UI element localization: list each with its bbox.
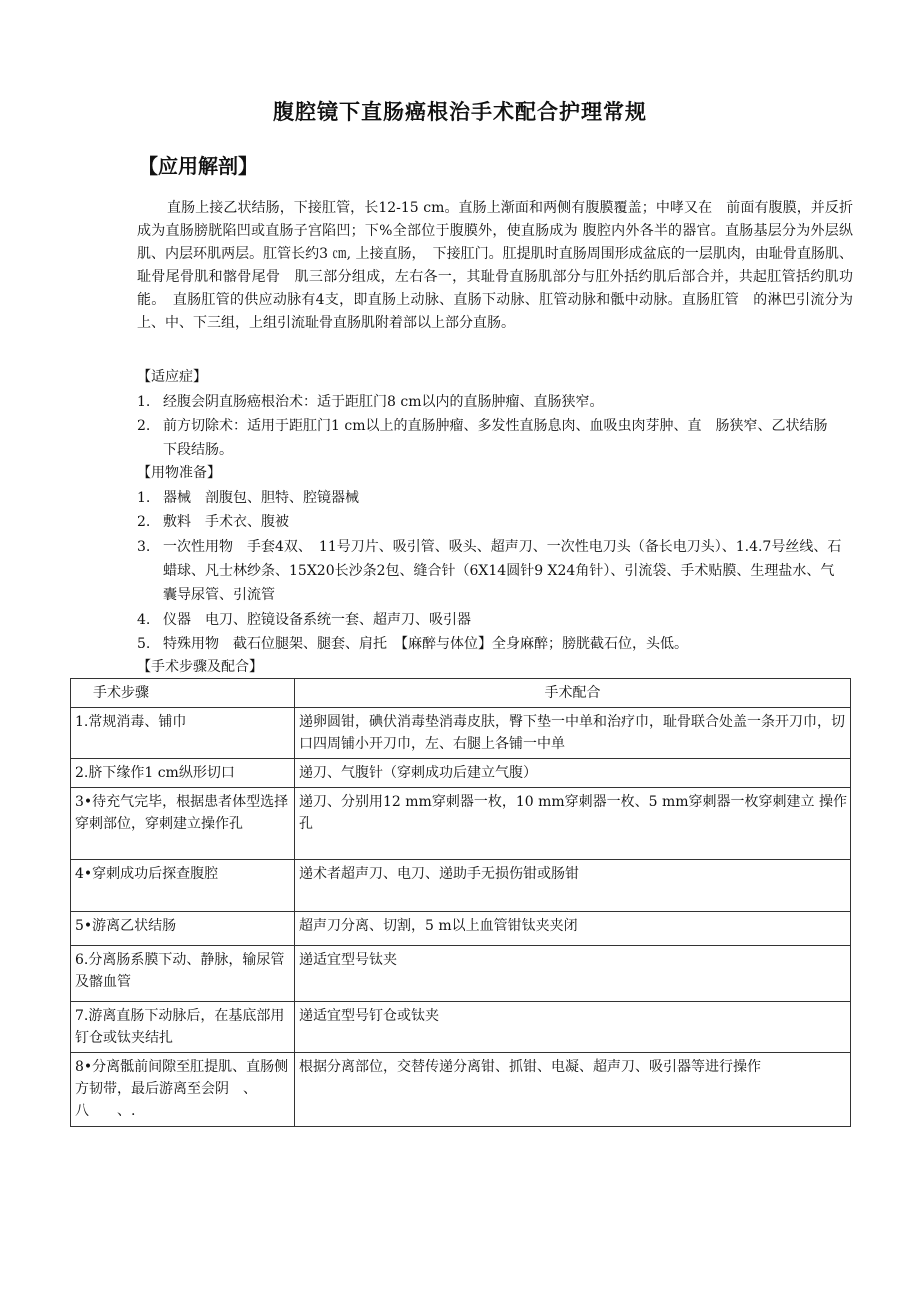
list-text: 一次性用物 手套4双、 11号刀片、吸引管、吸头、超声刀、一次性电刀头（备长电刀头）、1.4.7号丝线、石蜡球、凡士林纱条、15X20长沙条2包、缝合针（6X14圆针9 X24角针）、引流袋、手术贴膜、生理盐水、气囊导尿管、引流管 (163, 539, 842, 603)
action-cell: 递适宜型号钉仓或钛夹 (295, 1002, 851, 1053)
list-number: 2. (137, 418, 151, 434)
action-cell: 超声刀分离、切割，5 m以上血管钳钛夹夹闭 (295, 912, 851, 946)
column-header-step: 手术步骤 (71, 679, 295, 708)
action-cell: 递卵圆钳，碘伏消毒垫消毒皮肤，臀下垫一中单和治疗巾，耻骨联合处盖一条开刀巾，切口四周铺小开刀巾，左、右腿上各铺一中单 (295, 708, 851, 759)
anatomy-heading: 【应用解剖】 (138, 154, 258, 178)
list-number: 4. (137, 612, 151, 628)
list-number: 1. (137, 490, 151, 506)
indications-heading: 【适应症】 (137, 369, 207, 385)
list-text: 经腹会阴直肠癌根治术：适于距肛门8 cm以内的直肠肿瘤、直肠狭窄。 (163, 394, 604, 410)
step-cell: 5•游离乙状结肠 (71, 912, 295, 946)
list-number: 1. (137, 394, 151, 410)
table-row (71, 759, 851, 788)
list-text: 敷料 手术衣、腹被 (163, 514, 289, 530)
table-row (71, 912, 851, 946)
action-cell: 递适宜型号钛夹 (295, 946, 851, 1002)
anatomy-paragraph: 直肠上接乙状结肠，下接肛管，长12-15 cm。直肠上渐面和两侧有腹膜覆盖；中哮又在 前面有腹膜，并反折成为直肠膀胱陷凹或直肠子宫陷凹；下%全部位于腹膜外，使直肠成为 腹腔内外各半的器官。直肠基层分为外层纵肌、内层环肌两层。肛管长约3 ㎝, 上接直肠， 下接肛门。肛提肌时直肠周围形成盆底的一层肌肉，由耻骨直肠肌、耻骨尾骨肌和髂骨尾骨 肌三部分组成，左右各一，其耻骨直肠肌部分与肛外括约肌后部合并，共起肛管括约肌功能。 直肠肛管的供应动脉有4支，即直肠上动脉、直肠下动脉、肛管动脉和骶中动脉。直肠肛管 的淋巴引流分为上、中、下三组，上组引流耻骨直肠肌附着部以上部分直肠。 (137, 200, 853, 331)
step-cell: 8•分离骶前间隙至肛提肌、直肠侧方韧带，最后游离至会阴 、八 、. (71, 1053, 295, 1127)
table-row (71, 708, 851, 759)
step-cell: 4•穿刺成功后探查腹腔 (71, 860, 295, 912)
supply-item (137, 510, 847, 534)
supply-item (137, 608, 847, 632)
action-cell: 递刀、气腹针（穿刺成功后建立气腹） (295, 759, 851, 788)
action-cell: 根据分离部位，交替传递分离钳、抓钳、电凝、超声刀、吸引器等进行操作 (295, 1053, 851, 1127)
table-header-row (71, 679, 851, 708)
table-row (71, 1002, 851, 1053)
indication-item (137, 390, 847, 414)
page-title: 腹腔镜下直肠癌根治手术配合护理常规 (273, 100, 647, 124)
supplies-heading: 【用物准备】 (137, 465, 221, 481)
list-number: 2. (137, 514, 151, 530)
table-row (71, 788, 851, 860)
table-row (71, 1053, 851, 1127)
action-cell: 递术者超声刀、电刀、递助手无损伤钳或肠钳 (295, 860, 851, 912)
step-cell: 2.脐下缘作1 cm纵形切口 (71, 759, 295, 788)
list-number: 5. (137, 636, 151, 652)
table-row (71, 860, 851, 912)
step-cell: 3•待充气完毕，根据患者体型选择穿刺部位，穿刺建立操作孔 (71, 788, 295, 860)
list-text: 器械 剖腹包、胆特、腔镜器械 (163, 490, 359, 506)
supply-item (137, 535, 842, 607)
action-cell: 递刀、分别用12 mm穿刺器一枚，10 mm穿刺器一枚、5 mm穿刺器一枚穿刺建立 操作孔 (295, 788, 851, 860)
table-row (71, 946, 851, 1002)
indication-item (137, 414, 837, 462)
step-cell: 7.游离直肠下动脉后，在基底部用钉仓或钛夹结扎 (71, 1002, 295, 1053)
list-number: 3. (137, 539, 151, 555)
list-text: 特殊用物 截石位腿架、腿套、肩托 【麻醉与体位】全身麻醉；膀胱截石位，头低。 (163, 636, 688, 652)
step-cell: 1.常规消毒、铺巾 (71, 708, 295, 759)
column-header-action: 手术配合 (295, 679, 851, 708)
list-text: 仪器 电刀、腔镜设备系统一套、超声刀、吸引器 (163, 612, 471, 628)
steps-heading: 【手术步骤及配合】 (137, 659, 263, 675)
list-text: 前方切除术：适用于距肛门1 cm以上的直肠肿瘤、多发性直肠息肉、血吸虫肉芽肿、直 肠狭窄、乙状结肠下段结肠。 (163, 418, 828, 458)
supply-item (137, 632, 847, 656)
supply-item (137, 486, 847, 510)
steps-table (70, 678, 851, 1127)
step-cell: 6.分离肠系膜下动、静脉，输尿管及髂血管 (71, 946, 295, 1002)
